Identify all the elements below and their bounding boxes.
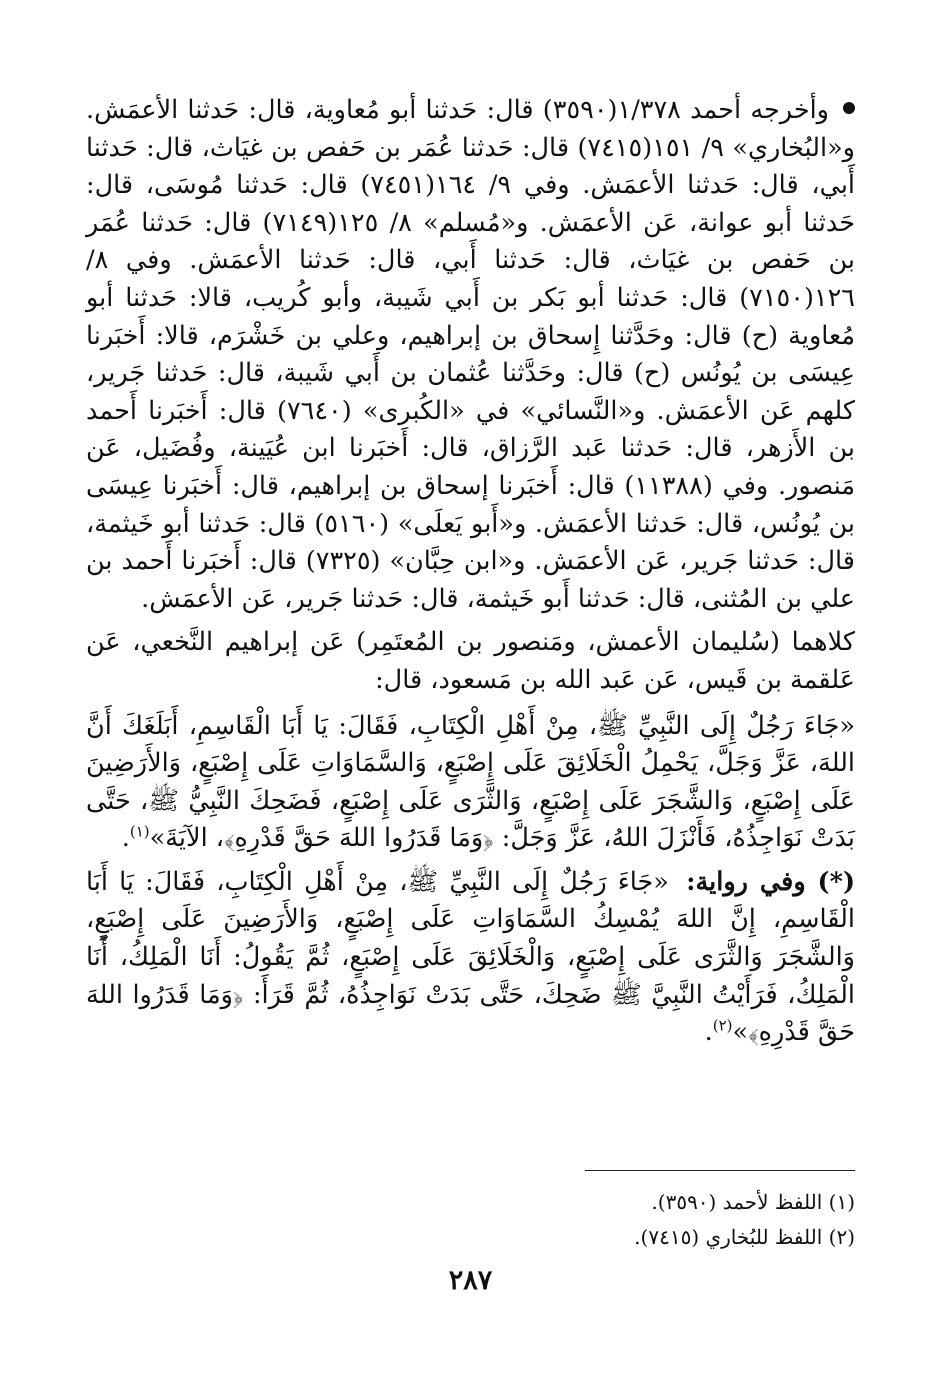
riwaya-end-period: . — [704, 1017, 713, 1048]
riwaya-paragraph — [86, 864, 855, 1052]
footnote-1: (١) اللفظ لأحمد (٣٥٩٠). — [651, 1190, 855, 1214]
riwaya-text: «جَاءَ رَجُلٌ إِلَى النَّبِيِّ ﷺ، مِنْ أَهْلِ الْكِتَابِ، فَقَالَ: يَا أَبَا الْقَاسِمِ، إِنَّ اللهَ يُمْسِكُ السَّمَاوَاتِ عَلَى إِصْبَعٍ، وَالأَرَضِينَ عَلَى إِصْبَعٍ، وَالشَّجَرَ وَالثَّرَى عَلَى إِصْبَعٍ، وَالْخَلَائِقَ عَلَى إِصْبَعٍ، ثُمَّ يَقُولُ: أَنَا الْمَلِكُ، أَنَا الْمَلِكُ، فَرَأَيْتُ النَّبِيَّ ﷺ ضَحِكَ، حَتَّى بَدَتْ نَوَاجِذُهُ، ثُمَّ قَرَأَ: ﴿وَمَا قَدَرُوا اللهَ حَقَّ قَدْرِهِ﴾» — [86, 866, 855, 1048]
hadith-text: «جَاءَ رَجُلٌ إِلَى النَّبِيِّ ﷺ، مِنْ أَهْلِ الْكِتَابِ، فَقَالَ: يَا أَبَا الْقَاسِمِ، أَبَلَغَكَ أَنَّ اللهَ، عَزَّ وَجَلَّ، يَحْمِلُ الْخَلَائِقَ عَلَى إِصْبَعٍ، وَالسَّمَاوَاتِ عَلَى إِصْبَعٍ، وَالأَرَضِينَ عَلَى إِصْبَعٍ، وَالشَّجَرَ عَلَى إِصْبَعٍ، وَالثَّرَى عَلَى إِصْبَعٍ، فَضَحِكَ النَّبِيُّ ﷺ، حَتَّى بَدَتْ نَوَاجِذُهُ، فَأَنْزَلَ اللهُ، عَزَّ وَجَلَّ: ﴿وَمَا قَدَرُوا اللهَ حَقَّ قَدْرِهِ﴾، الآيَةَ» — [86, 710, 855, 854]
footnote-2: (٢) اللفظ للبُخاري (٧٤١٥). — [634, 1225, 855, 1249]
footnote-ref-1[interactable]: (١) — [129, 822, 150, 841]
footnote-ref-2[interactable]: (٢) — [712, 1016, 733, 1035]
footnote-separator — [585, 1170, 855, 1171]
footnotes — [86, 1185, 855, 1255]
page-number: ٢٨٧ — [448, 1265, 493, 1296]
riwaya-lead: (*) وفي رواية: — [686, 866, 856, 897]
takhrij-text: وأخرجه أحمد ١/٣٧٨(٣٥٩٠) قال: حَدثنا أبو مُعاوية، قال: حَدثنا الأعمَش. و«البُخاري» ٩/ ١٥١(٧٤١٥) قال: حَدثنا عُمَر بن حَفص بن غيَاث، قال: حَدثنا أَبي، قال: حَدثنا الأعمَش. وفي ٩/ ١٦٤(٧٤٥١) قال: حَدثنا مُوسَى، قال: حَدثنا أبو عوانة، عَن الأعمَش. و«مُسلم» ٨/ ١٢٥(٧١٤٩) قال: حَدثنا عُمَر بن حَفص بن غيَاث، قال: حَدثنا أَبي، قال: حَدثنا الأعمَش. وفي ٨/ ١٢٦(٧١٥٠) قال: حَدثنا أبو بَكر بن أَبي شَيبة، وأبو كُريب، قالا: حَدثنا أبو مُعاوية (ح) قال: وحَدَّثنا إِسحاق بن إبراهيم، وعلي بن خَشْرَم، قالا: أَخبَرنا عِيسَى بن يُونُس (ح) قال: وحَدَّثنا عُثمان بن أَبي شَيبة، قال: حَدثنا جَرير، كلهم عَن الأعمَش. و«النَّسائي» في «الكُبرى» (٧٦٤٠) قال: أَخبَرنا أَحمد بن الأَزهر، قال: حَدثنا عَبد الرَّزاق، قال: أَخبَرنا ابن عُيَينة، وفُضَيل، عَن مَنصور. وفي (١١٣٨٨) قال: أَخبَرنا إسحاق بن إبراهيم، قال: أَخبَرنا عِيسَى بن يُونُس، قال: حَدثنا الأعمَش. و«أَبو يَعلَى» (٥١٦٠) قال: حَدثنا أبو خَيثمة، قال: حَدثنا جَرير، عَن الأعمَش. و«ابن حِبَّان» (٧٣٢٥) قال: أَخبَرنا أَحمد بن علي بن المُثنى، قال: حَدثنا أَبو خَيثمة، قال: حَدثنا جَرير، عَن الأعمَش. — [86, 95, 856, 614]
takhrij-paragraph — [86, 92, 855, 618]
hadith-text-paragraph — [86, 708, 855, 858]
hadith-end-period: . — [121, 823, 130, 854]
isnad-convergence-paragraph: كلاهما (سُليمان الأعمش، ومَنصور بن المُعتَمِر) عَن إبراهيم النَّخعي، عَن عَلقمة بن قَيس، عَن عَبد الله بن مَسعود، قال: — [86, 627, 855, 695]
bullet-icon — [843, 102, 855, 114]
